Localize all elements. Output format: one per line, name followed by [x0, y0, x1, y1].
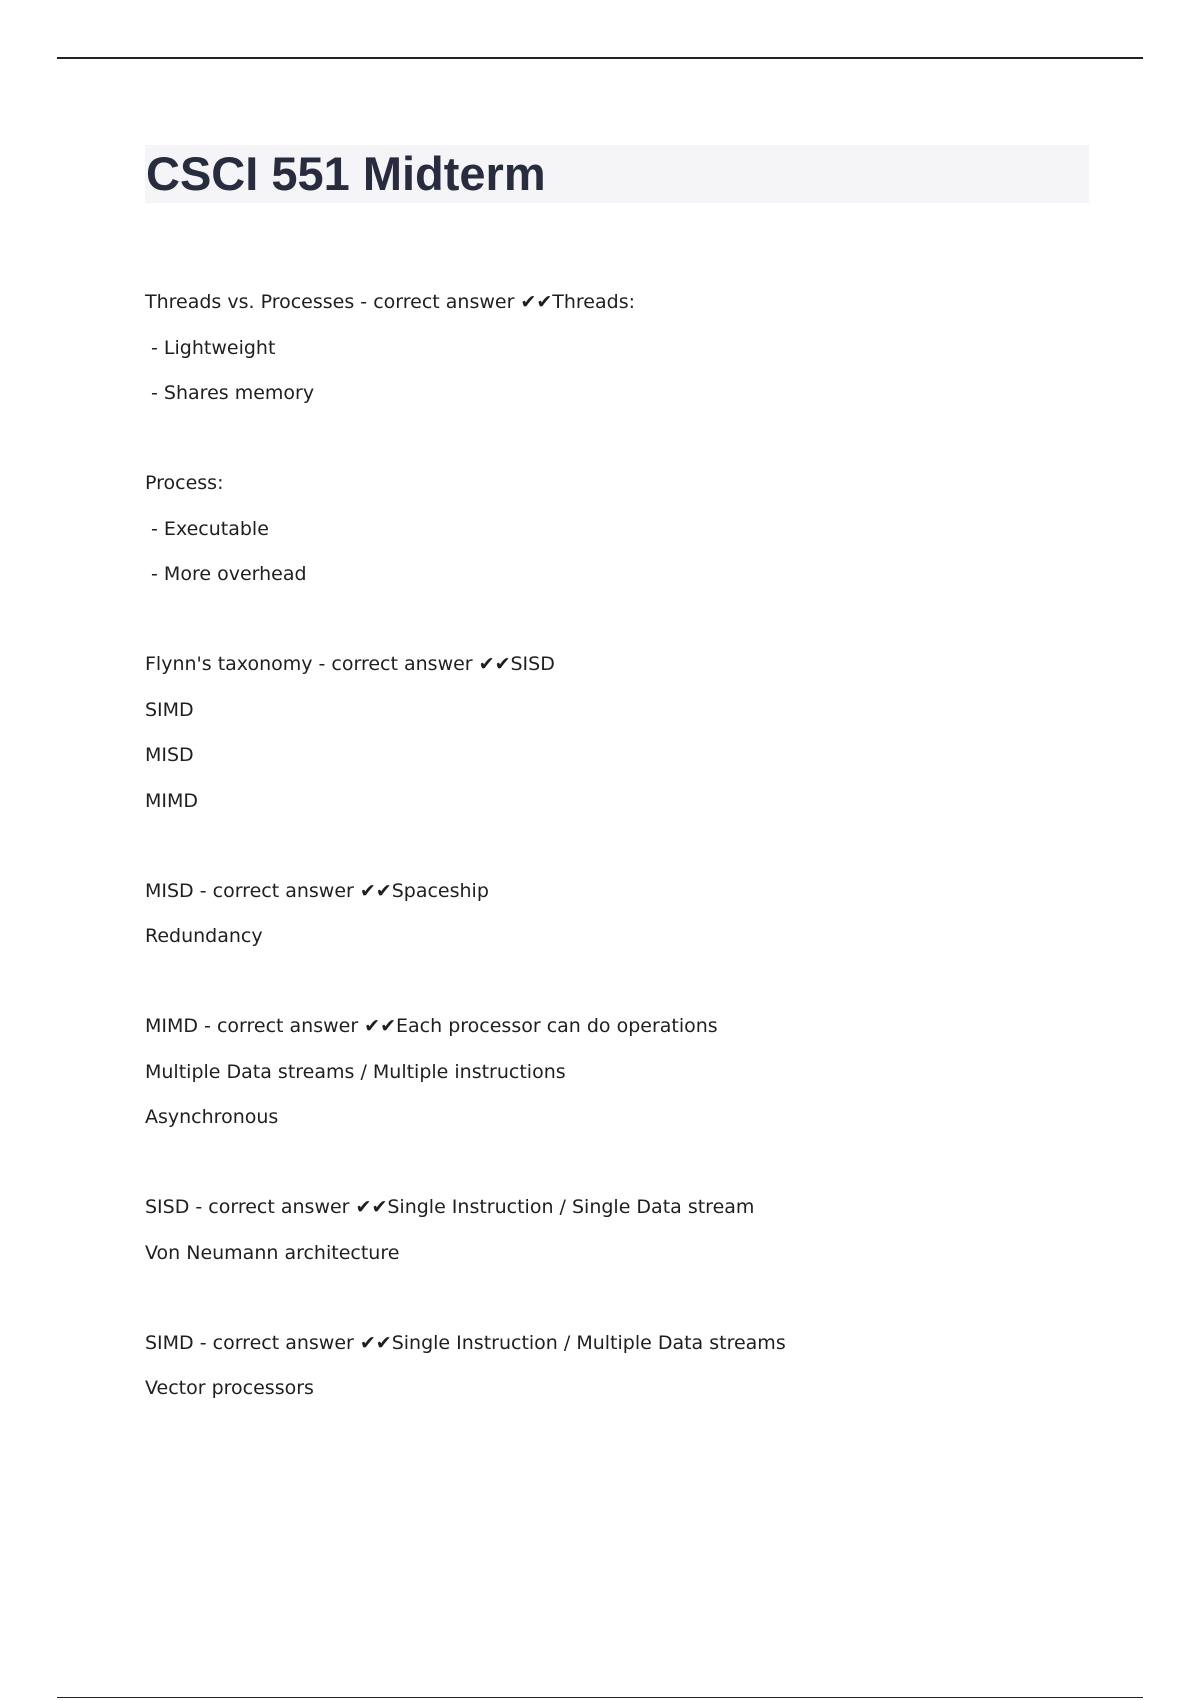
- text-line: SIMD: [145, 698, 194, 721]
- document-body: [145, 291, 1085, 1423]
- text-line: - Lightweight: [145, 336, 276, 359]
- page-title: CSCI 551 Midterm: [146, 147, 546, 200]
- text-line: - More overhead: [145, 563, 307, 585]
- text-line: Process:: [145, 472, 224, 494]
- text-line: Von Neumann architecture: [145, 1241, 400, 1264]
- text-line: Multiple Data streams / Multiple instructions: [145, 1060, 566, 1083]
- text-line: Flynn's taxonomy - correct answer ✔✔SISD: [145, 653, 555, 675]
- text-line: MISD - correct answer ✔✔Spaceship: [145, 879, 489, 902]
- text-line: - Executable: [145, 517, 269, 540]
- text-line: Redundancy: [145, 925, 263, 947]
- text-line: MISD: [145, 744, 194, 766]
- text-line: Threads vs. Processes - correct answer ✔✔Threads:: [145, 291, 636, 313]
- text-line: SISD - correct answer ✔✔Single Instruction / Single Data stream: [145, 1196, 755, 1218]
- header-rule: [57, 57, 1143, 59]
- footer-rule: [57, 1697, 1143, 1698]
- text-line: MIMD - correct answer ✔✔Each processor can do operations: [145, 1015, 718, 1037]
- text-line: MIMD: [145, 789, 199, 812]
- text-line: - Shares memory: [145, 382, 315, 404]
- text-line: Vector processors: [145, 1377, 314, 1399]
- text-line: SIMD - correct answer ✔✔Single Instruction / Multiple Data streams: [145, 1331, 786, 1354]
- text-line: Asynchronous: [145, 1106, 279, 1128]
